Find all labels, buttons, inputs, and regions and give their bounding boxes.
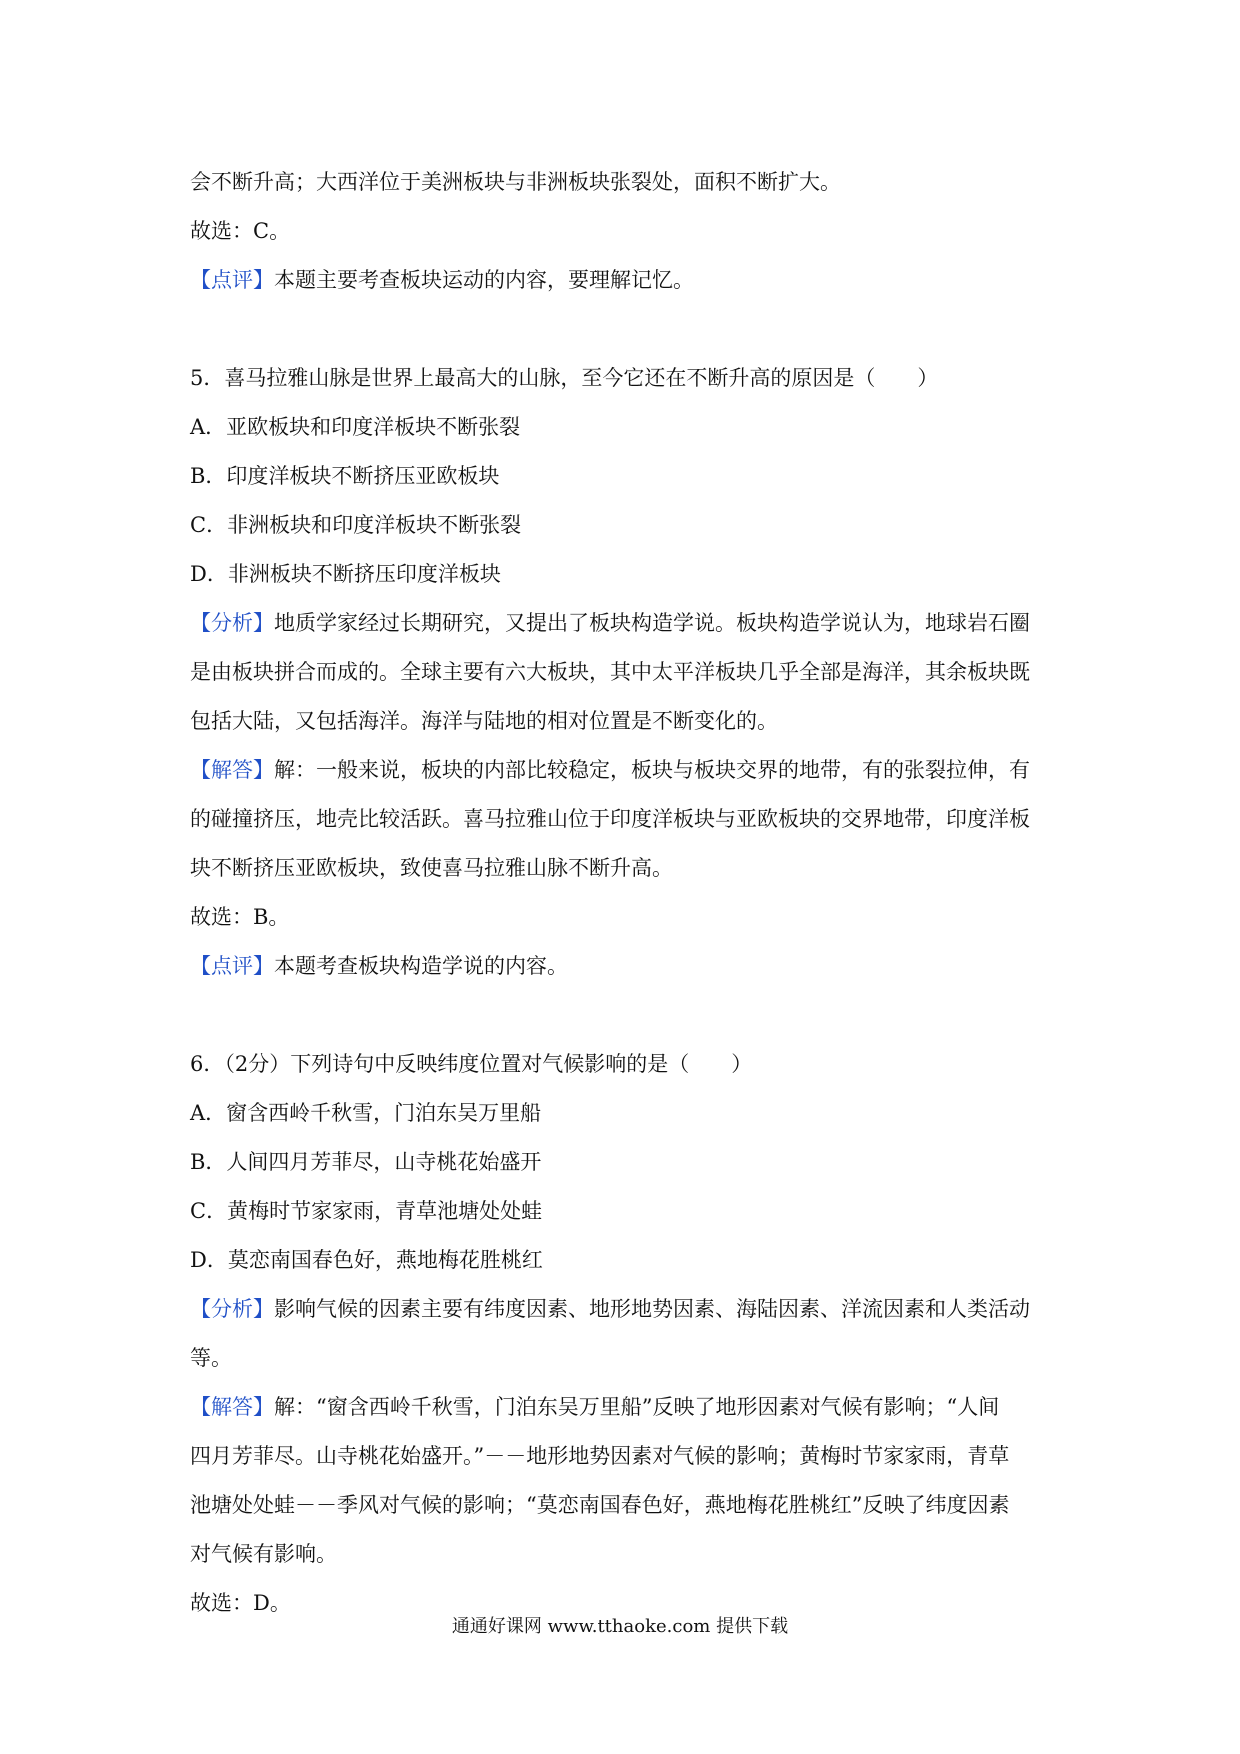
text-line: 故选：B。 [190, 905, 290, 929]
section-tag: 【分析】 [190, 1297, 274, 1321]
text-line: 故选：D。 [190, 1591, 291, 1615]
text-line: C．非洲板块和印度洋板块不断张裂 [190, 513, 522, 537]
text-line: 是由板块拼合而成的。全球主要有六大板块，其中太平洋板块几乎全部是海洋，其余板块既 [190, 660, 1030, 684]
section-tag: 【点评】 [190, 954, 274, 978]
section-text: 影响气候的因素主要有纬度因素、地形地势因素、海陆因素、洋流因素和人类活动 [274, 1297, 1030, 1321]
section-text: 地质学家经过长期研究，又提出了板块构造学说。板块构造学说认为，地球岩石圈 [274, 611, 1030, 635]
text-line [190, 1285, 1060, 1334]
page-footer: 通通好课网 www.tthaoke.com 提供下载 [451, 1616, 789, 1637]
section-text: 本题考查板块构造学说的内容。 [274, 954, 568, 978]
text-line: 会不断升高；大西洋位于美洲板块与非洲板块张裂处，面积不断扩大。 [190, 170, 841, 194]
section-tag: 【解答】 [190, 1395, 274, 1419]
section-text: 解：一般来说，板块的内部比较稳定，板块与板块交界的地带，有的张裂拉伸，有 [274, 758, 1030, 782]
text-line [190, 746, 1060, 795]
text-line [190, 1383, 1060, 1432]
text-line: 池塘处处蛙－－季风对气候的影响；“莫恋南国春色好，燕地梅花胜桃红”反映了纬度因素 [190, 1493, 1010, 1517]
text-line: 包括大陆，又包括海洋。海洋与陆地的相对位置是不断变化的。 [190, 709, 778, 733]
text-line: 块不断挤压亚欧板块，致使喜马拉雅山脉不断升高。 [190, 856, 673, 880]
text-line: B．印度洋板块不断挤压亚欧板块 [190, 464, 500, 488]
text-line: 6．（2分）下列诗句中反映纬度位置对气候影响的是（ ） [190, 1052, 753, 1076]
text-line [190, 942, 1060, 991]
section-tag: 【解答】 [190, 758, 274, 782]
document-body [190, 158, 1060, 1628]
text-line [190, 256, 1060, 305]
text-line: A．亚欧板块和印度洋板块不断张裂 [190, 415, 521, 439]
section-tag: 【点评】 [190, 268, 274, 292]
text-line: 的碰撞挤压，地壳比较活跃。喜马拉雅山位于印度洋板块与亚欧板块的交界地带，印度洋板 [190, 807, 1030, 831]
text-line: D．非洲板块不断挤压印度洋板块 [190, 562, 501, 586]
section-text: 解：“窗含西岭千秋雪，门泊东吴万里船”反映了地形因素对气候有影响；“人间 [274, 1395, 1000, 1419]
paragraph-gap [190, 991, 1060, 1040]
text-line: 5．喜马拉雅山脉是世界上最高大的山脉，至今它还在不断升高的原因是（ ） [190, 366, 939, 390]
section-text: 本题主要考查板块运动的内容，要理解记忆。 [274, 268, 694, 292]
text-line: 故选：C。 [190, 219, 291, 243]
text-line: A．窗含西岭千秋雪，门泊东吴万里船 [190, 1101, 542, 1125]
text-line: D．莫恋南国春色好，燕地梅花胜桃红 [190, 1248, 543, 1272]
text-line [190, 599, 1060, 648]
text-line: 对气候有影响。 [190, 1542, 337, 1566]
paragraph-gap [190, 305, 1060, 354]
text-line: C．黄梅时节家家雨，青草池塘处处蛙 [190, 1199, 543, 1223]
text-line: B．人间四月芳菲尽，山寺桃花始盛开 [190, 1150, 542, 1174]
text-line: 等。 [190, 1346, 232, 1370]
text-line: 四月芳菲尽。山寺桃花始盛开。”－－地形地势因素对气候的影响；黄梅时节家家雨，青草 [190, 1444, 1010, 1468]
section-tag: 【分析】 [190, 611, 274, 635]
